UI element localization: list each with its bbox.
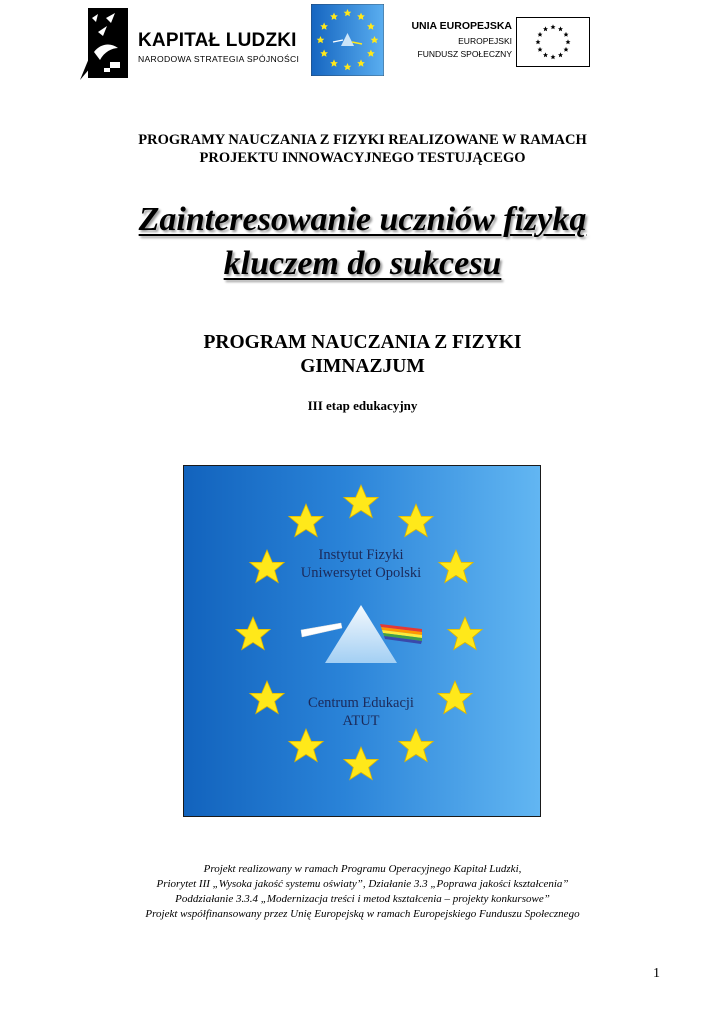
institute-stars-icon	[311, 4, 384, 76]
footer-line1: Projekt realizowany w ramach Programu Operacyjnego Kapitał Ludzki,	[203, 863, 522, 875]
institute-logo	[311, 4, 384, 76]
page-number: 1	[653, 966, 660, 981]
eu-logo-line2: EUROPEJSKI	[458, 36, 512, 46]
eu-logo	[411, 17, 590, 67]
footer-line3: Poddziałanie 3.3.4 „Modernizacja treści i metod kształcenia – projekty konkursowe”	[175, 893, 550, 905]
heading-line1: PROGRAMY NAUCZANIA Z FIZYKI REALIZOWANE W RAMACH	[138, 132, 587, 148]
programs-heading	[0, 131, 725, 167]
kapital-ludzki-logo	[80, 8, 305, 80]
kapital-ludzki-subtitle: NARODOWA STRATEGIA SPÓJNOŚCI	[138, 54, 300, 64]
emblem-graphic	[184, 466, 540, 816]
eu-logo-line3: FUNDUSZ SPOŁECZNY	[417, 49, 512, 59]
institute-emblem	[183, 465, 541, 817]
main-title	[0, 198, 725, 286]
program-title-line2: GIMNAZJUM	[300, 356, 425, 377]
main-title-line2: kluczem do sukcesu	[223, 245, 502, 282]
footer-line2: Priorytet III „Wysoka jakość systemu oświaty”, Działanie 3.3 „Poprawa jakości kształcenia”	[156, 878, 569, 890]
kapital-ludzki-emblem-icon	[80, 8, 132, 80]
emblem-top-line1: Instytut Fizyki	[318, 547, 404, 563]
program-title	[0, 331, 725, 379]
main-title-line1: Zainteresowanie uczniów fizyką	[138, 201, 587, 238]
kapital-ludzki-title: KAPITAŁ LUDZKI	[138, 30, 297, 51]
footer-line4: Projekt współfinansowany przez Unię Europejską w ramach Europejskiego Funduszu Społecznego	[145, 908, 580, 920]
heading-line2: PROJEKTU INNOWACYJNEGO TESTUJĄCEGO	[199, 150, 526, 166]
project-footer	[0, 862, 725, 922]
emblem-bottom-line1: Centrum Edukacji	[308, 695, 414, 711]
emblem-bottom-line2: ATUT	[342, 713, 380, 729]
eu-logo-line1: UNIA EUROPEJSKA	[411, 20, 512, 32]
education-stage: III etap edukacyjny	[307, 398, 418, 413]
emblem-top-line2: Uniwersytet Opolski	[300, 565, 422, 581]
eu-flag-icon	[516, 17, 590, 67]
program-title-line1: PROGRAM NAUCZANIA Z FIZYKI	[203, 332, 522, 353]
